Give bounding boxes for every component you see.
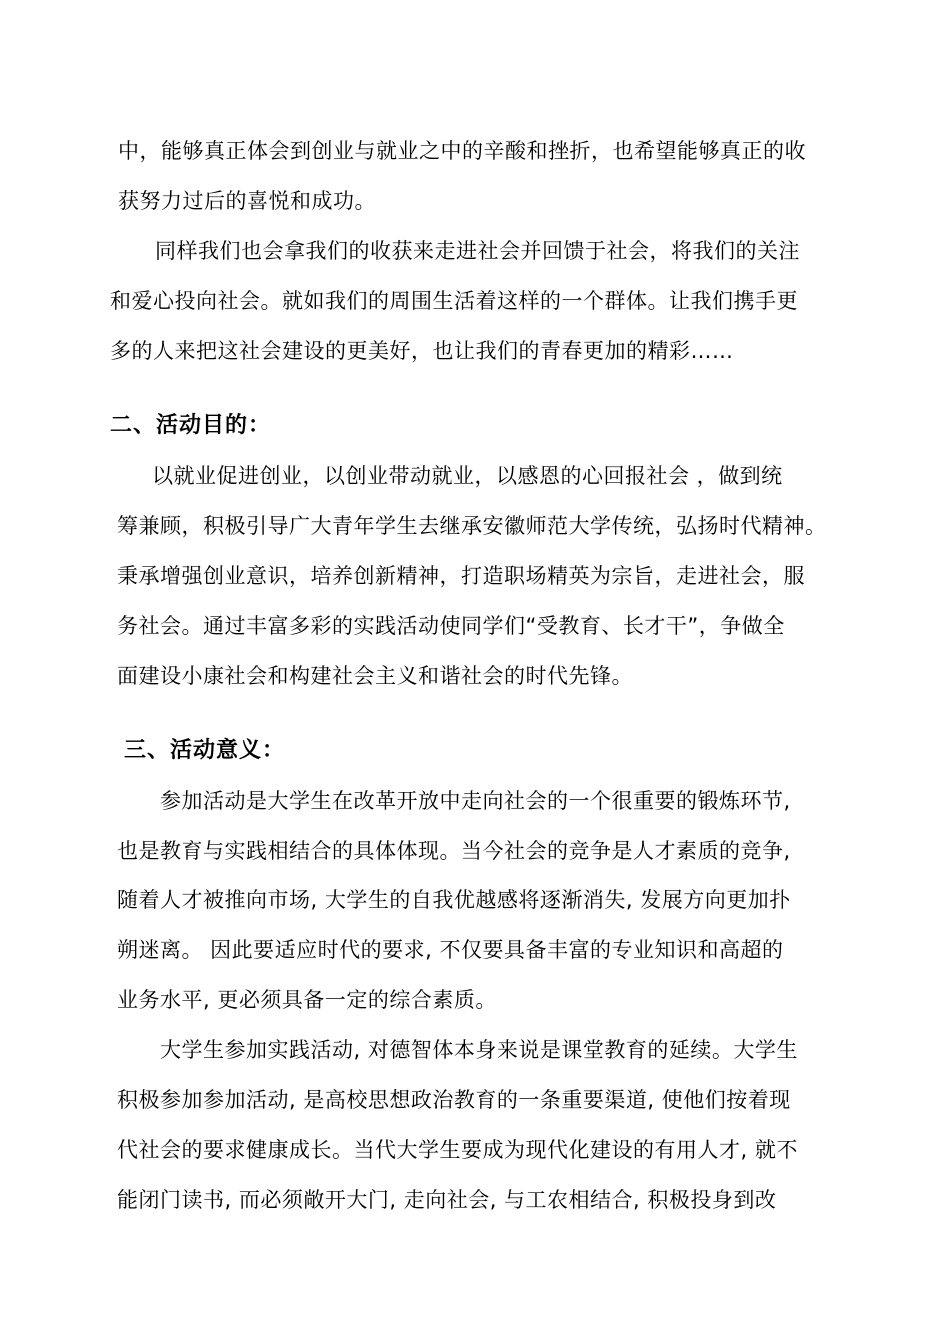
paragraph-line: 代社会的要求健康成长。当代大学生要成为现代化建设的有用人才, 就不 [117, 1138, 798, 1162]
paragraph-line: 积极参加参加活动, 是高校思想政治教育的一条重要渠道, 使他们按着现 [117, 1088, 791, 1112]
paragraph-line: 朔迷离。 因此要适应时代的要求, 不仅要具备丰富的专业知识和高超的 [117, 938, 784, 962]
paragraph-line: 以就业促进创业，以创业带动就业，以感恩的心回报社会 ，做到统 [152, 464, 783, 488]
paragraph-line: 获努力过后的喜悦和成功。 [118, 189, 376, 213]
paragraph-line: 务社会。通过丰富多彩的实践活动使同学们“受教育、长才干”，争做全 [117, 614, 785, 638]
section-heading-significance: 三、活动意义： [124, 738, 286, 763]
paragraph-line: 秉承增强创业意识，培养创新精神，打造职场精英为宗旨，走进社会，服 [117, 564, 805, 588]
paragraph-line: 同样我们也会拿我们的收获来走进社会并回馈于社会，将我们的关注 [155, 239, 800, 263]
paragraph-line: 多的人来把这社会建设的更美好，也让我们的青春更加的精彩…… [110, 339, 734, 363]
paragraph-line: 中，能够真正体会到创业与就业之中的辛酸和挫折，也希望能够真正的收 [118, 139, 806, 163]
paragraph-line: 也是教育与实践相结合的具体体现。当今社会的竞争是人才素质的竞争, [117, 839, 791, 863]
paragraph-line: 和爱心投向社会。就如我们的周围生活着这样的一个群体。让我们携手更 [110, 289, 798, 313]
paragraph-line: 面建设小康社会和构建社会主义和谐社会的时代先锋。 [117, 664, 633, 688]
section-heading-purpose: 二、活动目的： [110, 413, 272, 438]
paragraph-line: 筹兼顾，积极引导广大青年学生去继承安徽师范大学传统，弘扬时代精神。 [117, 514, 827, 538]
paragraph-line: 参加活动是大学生在改革开放中走向社会的一个很重要的锻炼环节, [160, 789, 791, 813]
paragraph-line: 业务水平, 更必须具备一定的综合素质。 [117, 988, 497, 1012]
paragraph-line: 能闭门读书, 而必须敞开大门, 走向社会, 与工农相结合, 积极投身到改 [117, 1188, 777, 1212]
paragraph-line: 大学生参加实践活动, 对德智体本身来说是课堂教育的延续。大学生 [160, 1038, 798, 1062]
paragraph-line: 随着人才被推向市场, 大学生的自我优越感将逐渐消失, 发展方向更加扑 [117, 888, 791, 912]
